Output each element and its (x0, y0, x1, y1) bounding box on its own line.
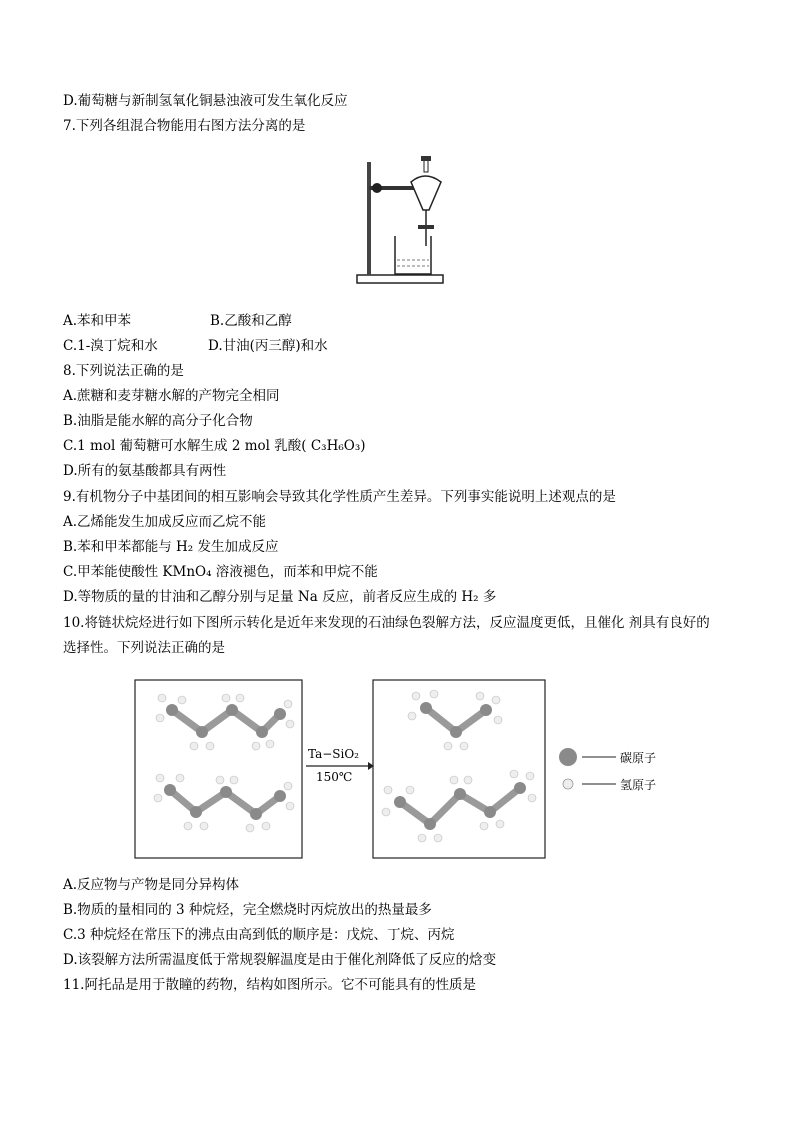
q7-option-c: C.1-溴丁烷和水 (63, 338, 158, 354)
q9-option-c: C.甲苯能使酸性 KMnO₄ 溶液褪色，而苯和甲烷不能 (63, 564, 378, 580)
q9-option-a: A.乙烯能发生加成反应而乙烷不能 (63, 514, 267, 530)
q7-option-b: B.乙酸和乙醇 (210, 313, 292, 329)
q7-option-d: D.甘油(丙三醇)和水 (208, 338, 328, 354)
q8-stem: 8.下列说法正确的是 (63, 363, 184, 379)
q10-stem-line2: 选择性。下列说法正确的是 (63, 640, 225, 656)
q8-option-d: D.所有的氨基酸都具有两性 (63, 463, 227, 479)
separatory-funnel-figure (355, 150, 447, 290)
q10-option-c: C.3 种烷烃在常压下的沸点由高到低的顺序是：戊烷、丁烷、丙烷 (63, 927, 455, 943)
q7-option-a: A.苯和甲苯 (63, 313, 132, 329)
q10-option-a: A.反应物与产物是同分异构体 (63, 877, 240, 893)
q8-option-a: A.蔗糖和麦芽糖水解的产物完全相同 (63, 388, 280, 404)
q6-option-d: D.葡萄糖与新制氢氧化铜悬浊液可发生氧化反应 (63, 93, 348, 109)
q9-option-d: D.等物质的量的甘油和乙醇分别与足量 Na 反应，前者反应生成的 H₂ 多 (63, 589, 497, 605)
temperature-label: 150℃ (316, 770, 353, 784)
legend-hydrogen-label: 氢原子 (620, 778, 657, 792)
q8-option-c: C.1 mol 葡萄糖可水解生成 2 mol 乳酸( C₃H₆O₃) (63, 438, 366, 454)
q10-option-b: B.物质的量相同的 3 种烷烃，完全燃烧时丙烷放出的热量最多 (63, 902, 432, 918)
q7-stem: 7.下列各组混合物能用右图方法分离的是 (63, 118, 306, 134)
legend-carbon-label: 碳原子 (620, 751, 657, 765)
q9-stem: 9.有机物分子中基团间的相互影响会导致其化学性质产生差异。下列事实能说明上述观点的是 (63, 489, 616, 505)
q9-option-b: B.苯和甲苯都能与 H₂ 发生加成反应 (63, 539, 279, 555)
q11-stem: 11.阿托品是用于散瞳的药物，结构如图所示。它不可能具有的性质是 (63, 977, 476, 993)
q8-option-b: B.油脂是能水解的高分子化合物 (63, 413, 253, 429)
catalyst-label: Ta−SiO₂ (308, 747, 359, 761)
q10-stem-line1: 10.将链状烷烃进行如下图所示转化是近年来发现的石油绿色裂解方法，反应温度更低，且催化 剂具有良好的 (63, 615, 710, 631)
q10-option-d: D.该裂解方法所需温度低于常规裂解温度是由于催化剂降低了反应的焓变 (63, 952, 497, 968)
cracking-reaction-figure (130, 662, 680, 872)
